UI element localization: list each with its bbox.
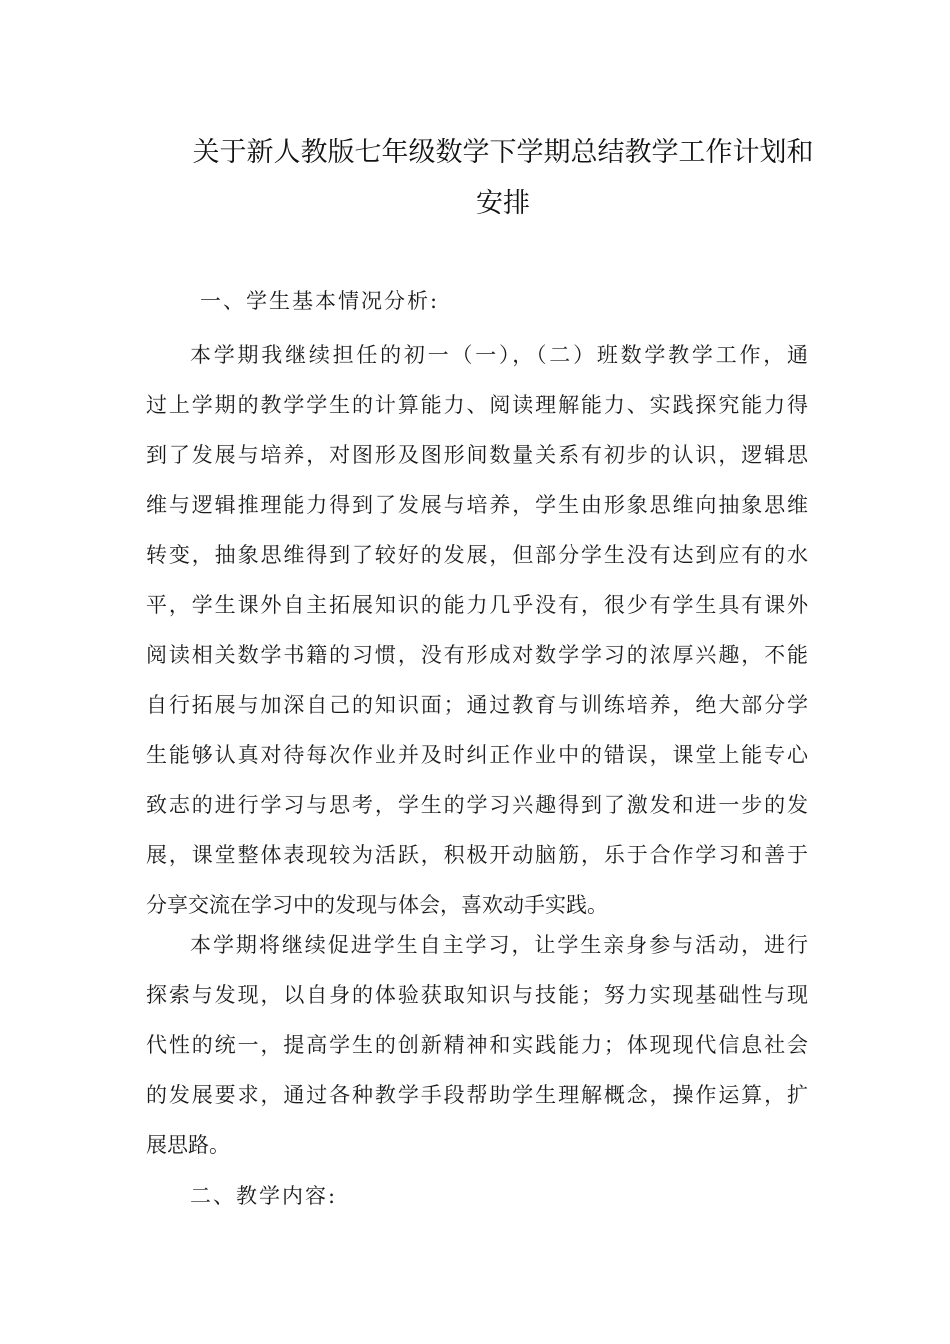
paragraph-line: 探索与发现，以自身的体验获取知识与技能；努力实现基础性与现 <box>146 983 808 1007</box>
paragraph-line: 维与逻辑推理能力得到了发展与培养，学生由形象思维向抽象思维 <box>146 493 808 517</box>
paragraph-line: 本学期我继续担任的初一（一），（二）班数学教学工作，通 <box>190 343 808 367</box>
paragraph-line: 分享交流在学习中的发现与体会，喜欢动手实践。 <box>146 893 608 917</box>
section-heading-student-analysis: 一、学生基本情况分析: <box>200 289 440 313</box>
paragraph-semester-goals <box>146 920 808 1170</box>
paragraph-line: 平，学生课外自主拓展知识的能力几乎没有，很少有学生具有课外 <box>146 593 808 617</box>
paragraph-line: 生能够认真对待每次作业并及时纠正作业中的错误，课堂上能专心 <box>146 743 808 767</box>
paragraph-line: 到了发展与培养，对图形及图形间数量关系有初步的认识，逻辑思 <box>146 443 808 467</box>
paragraph-line: 展，课堂整体表现较为活跃，积极开动脑筋，乐于合作学习和善于 <box>146 843 808 867</box>
paragraph-student-analysis <box>146 330 808 930</box>
section-heading-teaching-content: 二、教学内容: <box>190 1184 338 1208</box>
paragraph-line: 转变，抽象思维得到了较好的发展，但部分学生没有达到应有的水 <box>146 543 808 567</box>
paragraph-line: 自行拓展与加深自己的知识面；通过教育与训练培养，绝大部分学 <box>146 693 808 717</box>
paragraph-line: 代性的统一，提高学生的创新精神和实践能力；体现现代信息社会 <box>146 1033 808 1057</box>
paragraph-line: 的发展要求，通过各种教学手段帮助学生理解概念，操作运算，扩 <box>146 1083 808 1107</box>
paragraph-line: 本学期将继续促进学生自主学习，让学生亲身参与活动，进行 <box>190 933 808 957</box>
document-title-line-2: 安排 <box>476 188 530 219</box>
paragraph-line: 阅读相关数学书籍的习惯，没有形成对数学学习的浓厚兴趣，不能 <box>146 643 808 667</box>
paragraph-line: 致志的进行学习与思考，学生的学习兴趣得到了激发和进一步的发 <box>146 793 808 817</box>
paragraph-line: 过上学期的教学学生的计算能力、阅读理解能力、实践探究能力得 <box>146 393 808 417</box>
paragraph-line: 展思路。 <box>146 1133 230 1157</box>
document-title-line-1: 关于新人教版七年级数学下学期总结教学工作计划和 <box>192 137 814 168</box>
